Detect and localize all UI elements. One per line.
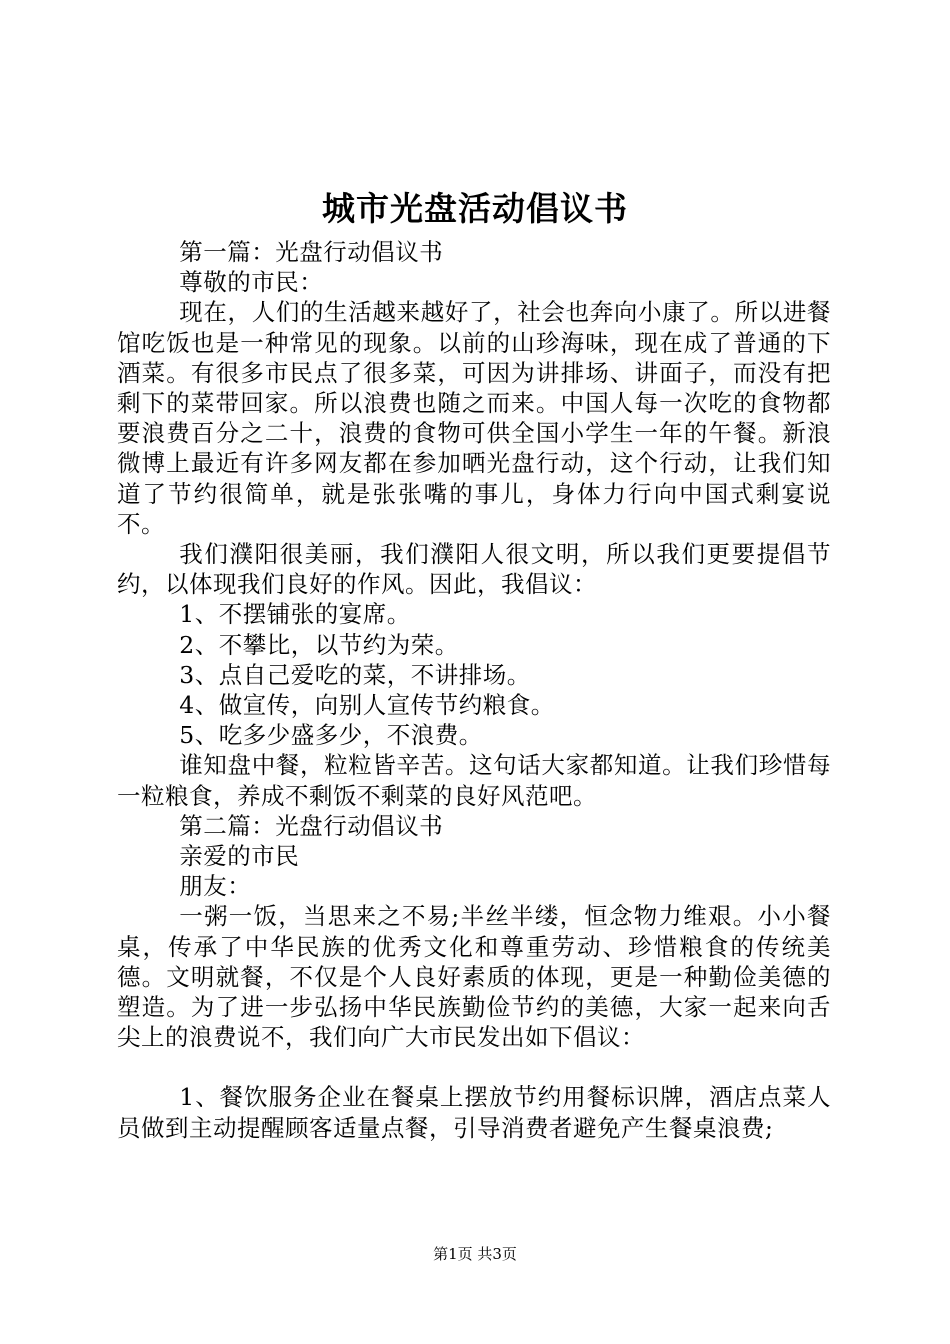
paragraph: 一粥一饭，当思来之不易;半丝半缕，恒念物力维艰。小小餐桌，传承了中华民族的优秀文化和尊重劳动、珍惜粮食的传统美德。文明就餐，不仅是个人良好素质的体现，更是一种勤俭美德的塑造。为了进一步弘扬中华民族勤俭节约的美德，大家一起来向舌尖上的浪费说不，我们向广大市民发出如下倡议： xyxy=(117,902,831,1052)
section-heading-2: 第二篇：光盘行动倡议书 xyxy=(179,811,444,840)
list-item: 3、点自己爱吃的菜，不讲排场。 xyxy=(179,660,531,689)
list-item: 1、不摆铺张的宴席。 xyxy=(179,600,411,629)
paragraph: 我们濮阳很美丽，我们濮阳人很文明，所以我们更要提倡节约，以体现我们良好的作风。因此，我倡议： xyxy=(117,540,831,599)
document-body xyxy=(117,237,831,1143)
salutation-1: 尊敬的市民： xyxy=(179,268,324,297)
list-item: 2、不攀比，以节约为荣。 xyxy=(179,630,459,659)
list-item: 5、吃多少盛多少，不浪费。 xyxy=(179,721,483,750)
section-heading-1: 第一篇：光盘行动倡议书 xyxy=(179,238,444,266)
list-item: 1、餐饮服务企业在餐桌上摆放节约用餐标识牌，酒店点菜人员做到主动提醒顾客适量点餐，引导消费者避免产生餐桌浪费; xyxy=(117,1083,831,1142)
page-footer: 第1页 共3页 xyxy=(433,1245,517,1263)
paragraph: 现在，人们的生活越来越好了，社会也奔向小康了。所以进餐馆吃饭也是一种常见的现象。以前的山珍海味，现在成了普通的下酒菜。有很多市民点了很多菜，可因为讲排场、讲面子，而没有把剩下的菜带回家。所以浪费也随之而来。中国人每一次吃的食物都要浪费百分之二十，浪费的食物可供全国小学生一年的午餐。新浪微博上最近有许多网友都在参加晒光盘行动，这个行动，让我们知道了节约很简单，就是张张嘴的事儿，身体力行向中国式剩宴说不。 xyxy=(117,298,831,538)
paragraph: 谁知盘中餐，粒粒皆辛苦。这句话大家都知道。让我们珍惜每一粒粮食，养成不剩饭不剩菜的良好风范吧。 xyxy=(117,751,831,810)
salutation-2a: 亲爱的市民 xyxy=(179,842,300,871)
list-item: 4、做宣传，向别人宣传节约粮食。 xyxy=(179,691,555,720)
document-title: 城市光盘活动倡议书 xyxy=(322,189,628,228)
salutation-2b: 朋友： xyxy=(179,872,252,901)
